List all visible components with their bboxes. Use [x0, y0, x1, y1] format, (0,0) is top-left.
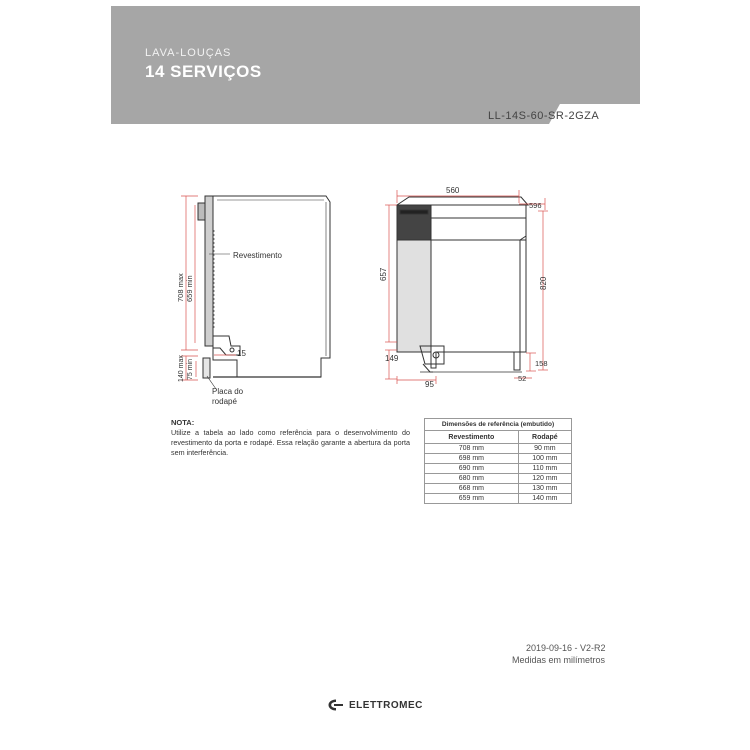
dim-height-max: 708 max [176, 273, 185, 302]
dim-158: 158 [535, 359, 548, 368]
table-row [425, 484, 572, 494]
brand-mark-icon [328, 699, 344, 711]
side-view-drawing [198, 196, 330, 389]
table-cell: 140 mm [518, 494, 571, 504]
table-cell: 708 mm [425, 444, 519, 454]
table-cell: 100 mm [518, 454, 571, 464]
table-cell: 110 mm [518, 464, 571, 474]
product-title: 14 SERVIÇOS [145, 62, 262, 81]
dim-height-min: 659 min [185, 275, 194, 302]
brand-name: ELETTROMEC [349, 699, 423, 711]
dim-820: 820 [539, 276, 548, 290]
table-cell: 698 mm [425, 454, 519, 464]
note-block [171, 418, 410, 458]
dim-15: 15 [237, 349, 246, 358]
table-cell: 120 mm [518, 474, 571, 484]
dim-plinth-max: 140 max [178, 355, 185, 382]
table-header-rodape: Rodapé [518, 431, 571, 444]
dim-52: 52 [518, 374, 527, 383]
table-cell: 659 mm [425, 494, 519, 504]
note-title: NOTA: [171, 418, 195, 427]
label-placa-line1: Placa do [212, 387, 244, 396]
dim-width-560: 560 [446, 186, 460, 195]
table-cell: 668 mm [425, 484, 519, 494]
dim-plinth-min: 75 min [187, 358, 194, 380]
table-row [425, 454, 572, 464]
table-row [425, 464, 572, 474]
reference-dimensions-table [424, 418, 572, 504]
product-category: LAVA-LOUÇAS [145, 47, 232, 59]
table-cell: 690 mm [425, 464, 519, 474]
table-caption: Dimensões de referência (embutido) [425, 419, 572, 431]
dim-depth-596: 596 [529, 201, 542, 210]
footer-units: Medidas em milímetros [512, 655, 606, 665]
label-revestimento: Revestimento [233, 251, 282, 260]
footer-date-version: 2019-09-16 - V2-R2 [526, 643, 606, 653]
table-cell: 680 mm [425, 474, 519, 484]
table-row [425, 444, 572, 454]
table-row [425, 494, 572, 504]
note-text: Utilize a tabela ao lado como referência para o desenvolvimento do revestimento da porta e rodapé. Essa relação garante a abertura da porta sem interferência. [171, 428, 410, 457]
brand-logo [328, 699, 423, 711]
dim-149: 149 [385, 354, 399, 363]
model-code: LL-14S-60-SR-2GZA [488, 110, 600, 122]
front-view-drawing [397, 197, 528, 372]
table-cell: 130 mm [518, 484, 571, 494]
dim-95: 95 [425, 380, 434, 389]
table-cell: 90 mm [518, 444, 571, 454]
table-row [425, 474, 572, 484]
dim-657: 657 [379, 267, 388, 281]
table-header-revestimento: Revestimento [425, 431, 519, 444]
label-placa-line2: rodapé [212, 397, 237, 406]
